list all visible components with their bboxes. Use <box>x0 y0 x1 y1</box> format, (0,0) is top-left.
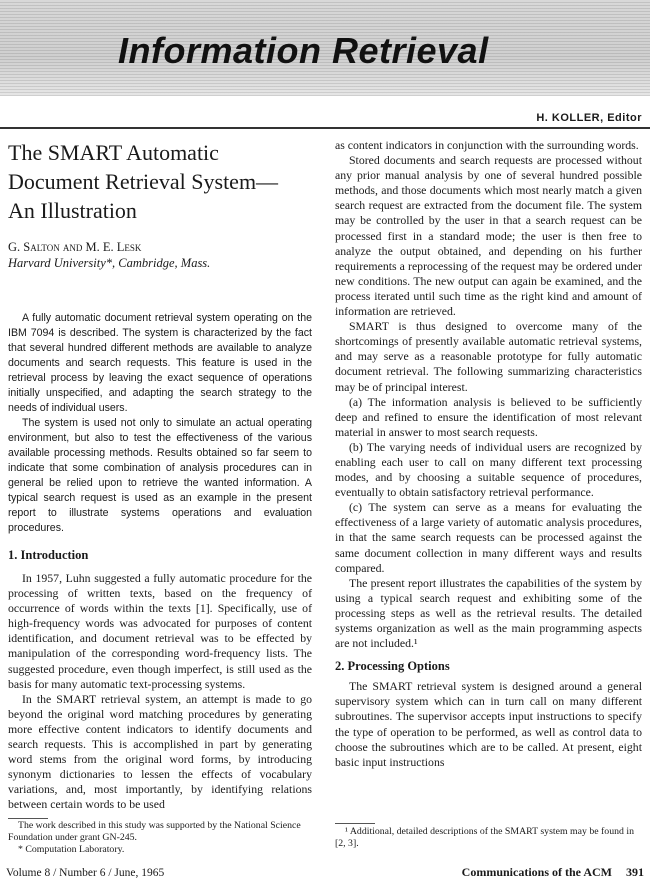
author-lesk: M. E. Lesk <box>85 240 142 254</box>
affiliation: Harvard University*, Cambridge, Mass. <box>8 256 211 270</box>
footnotes-left <box>8 820 312 856</box>
intro-paragraph-2: In the SMART retrieval system, an attempt is made to go beyond the original word matching procedures by generating more effective content indicators to identify documents and search requests. This is accomplished in part by generating word stems from the original word forms, by introducing synonym dictionaries to lessen the effects of vocabulary variations, and, most importantly, by identifying relations between certain words to be used <box>8 691 312 812</box>
section-introduction <box>8 548 312 813</box>
banner-title: Information Retrieval <box>118 30 489 71</box>
body-paragraph-c: (c) The system can serve as a means for evaluating the effectiveness of a large variety of automatic analysis procedures, in that the same search requests can be processed against the same document collection in many different ways and results compared. <box>335 500 642 575</box>
body-paragraph-4: The SMART retrieval system is designed around a general supervisory system which can in turn call on many different subroutines. The supervisor accepts input instructions to specify the type of operation to be performed, as well as control data to choose the subroutines which are to be called. At present, eight basic input instructions <box>335 679 642 769</box>
footnote-rule-right <box>335 823 375 824</box>
section-heading-introduction: 1. Introduction <box>8 548 89 562</box>
footnote-1: ¹ Additional, detailed descriptions of the SMART system may be found in [2, 3]. <box>335 826 634 849</box>
editor-credit: H. KOLLER, Editor <box>536 112 642 124</box>
footnote-funding: The work described in this study was supported by the National Science Foundation under grant GN-245. <box>8 820 301 843</box>
intro-paragraph-1: In 1957, Luhn suggested a fully automatic procedure for the processing of written texts, based on the frequency of occurrence of words within the texts [1]. Specifically, use of high-frequency words was advocated for purposes of content identification, and document retrieval was to be effected by manipulation of the corresponding word-frequency lists. The suggested procedure, even though imperfect, is still used as the basis for many automatic text-processing systems. <box>8 571 312 691</box>
body-paragraph-3: The present report illustrates the capabilities of the system by using a typical search request and exhibiting some of the processing steps as well as the retrieval results. The detailed systems organization as well as the main programming aspects are not included.¹ <box>335 575 642 651</box>
author-and: and <box>62 240 83 254</box>
journal-name: Communications of the ACM <box>461 865 612 879</box>
body-paragraph-2: SMART is thus designed to overcome many of the shortcomings of presently available automatic retrieval systems, and may serve as a reasonable prototype for fully automatic document retrieval. The following summarizing characteristics may be of principal interest. <box>335 319 642 394</box>
footnote-affiliation: * Computation Laboratory. <box>18 844 125 855</box>
page-number: 391 <box>626 865 644 879</box>
left-column <box>8 138 312 813</box>
title-line-3: An Illustration <box>8 198 137 223</box>
body-paragraph-b: (b) The varying needs of individual users are recognized by enabling each user to call on many different text processing modes, and by choosing a suitable sequence of procedures, eventually to obtain satisfactory retrieval performance. <box>335 439 642 500</box>
continued-paragraph: as content indicators in conjunction with the surrounding words. <box>335 138 639 152</box>
body-paragraph-a: (a) The information analysis is believed to be sufficiently deep and refined to ensure the identification of most relevant material in answer to most search requests. <box>335 394 642 439</box>
body-paragraph-1: Stored documents and search requests are processed without any prior manual analysis by one of several hundred possible methods, and those documents which most nearly match a given search request are extracted from the document file. The system may be controlled by the user in that a search request can be processed first in a standard mode; the user is then free to analyze the output obtained, and depending on his further requirements a reprocessing of the request may be ordered under new conditions. The new output can again be examined, and the process iterated until such time as the right kind and amount of information are retrieved. <box>335 153 642 319</box>
article-title <box>8 138 312 225</box>
footer-volume: Volume 8 / Number 6 / June, 1965 <box>6 867 165 879</box>
footer-journal <box>438 865 644 880</box>
abstract-paragraph-2: The system is used not only to simulate an actual operating environment, but also to test the effectiveness of the various available processing methods. Results obtained so far seem to indicate that some combination of analysis procedures can in general be relied upon to retrieve the wanted information. A typical search request is used as an example in the present report to illustrate systems operations and evaluation procedures. <box>8 417 312 534</box>
footnotes-right <box>335 826 642 850</box>
authors <box>8 239 312 255</box>
abstract-paragraph-1: A fully automatic document retrieval system operating on the IBM 7094 is described. The system is characterized by the fact that several hundred different methods are available to analyze documents and search requests. This feature is used in the retrieval process by leaving the exact sequence of operations initially unspecified, and adapting the search strategy to the needs of individual users. <box>8 312 312 414</box>
header-rule <box>0 127 650 129</box>
introduction-body <box>8 571 312 813</box>
section-banner <box>0 0 650 96</box>
title-line-2: Document Retrieval System— <box>8 169 279 194</box>
right-column <box>335 138 642 770</box>
footnote-rule-left <box>8 818 48 819</box>
section-heading-processing-options: 2. Processing Options <box>335 659 450 674</box>
abstract <box>8 311 312 536</box>
title-line-1: The SMART Automatic <box>8 140 219 165</box>
author-salton: G. Salton <box>8 240 60 254</box>
